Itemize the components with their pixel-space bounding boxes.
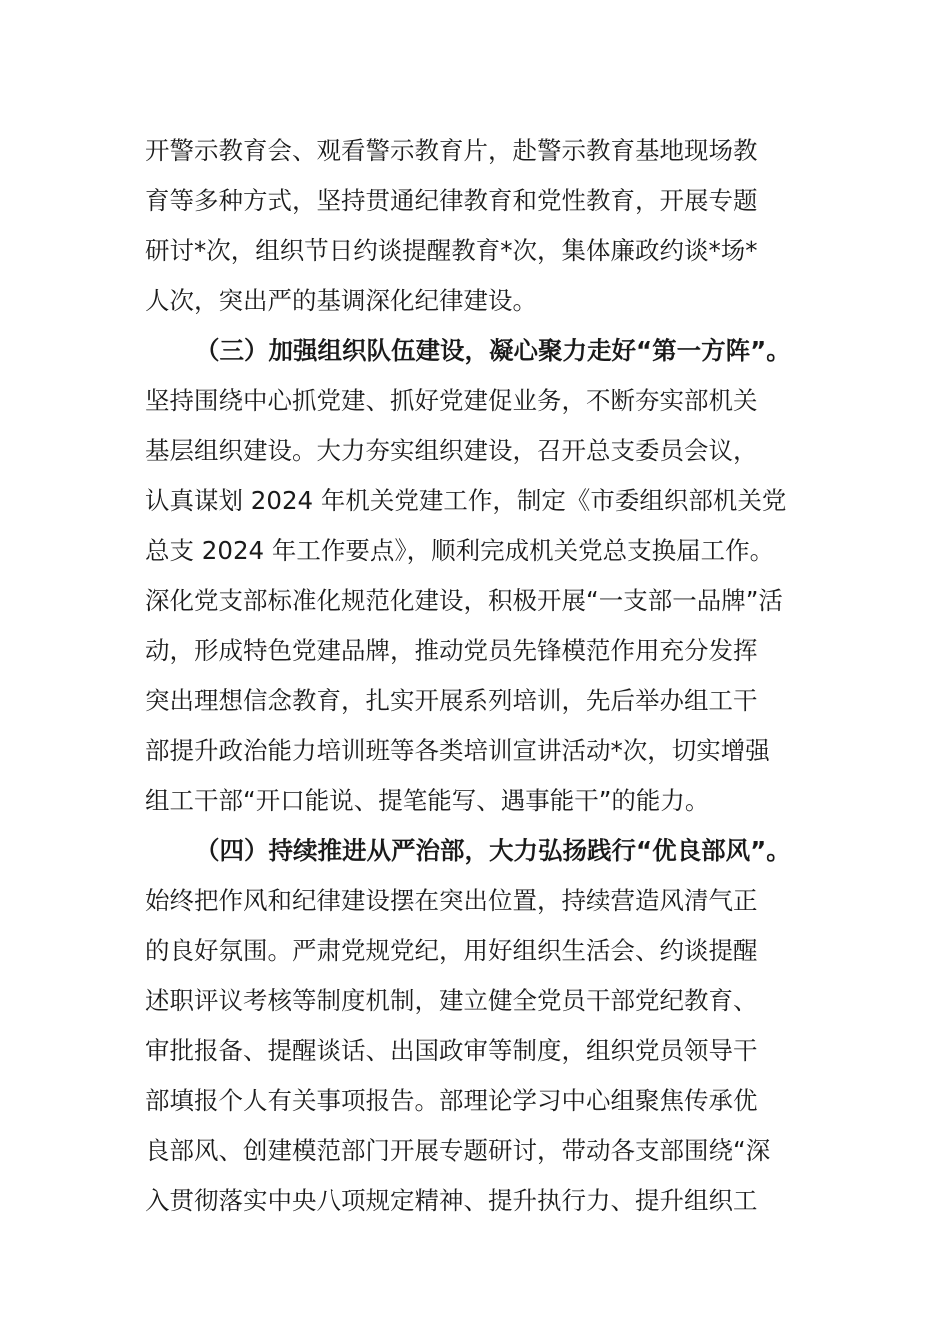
paragraph-line: 人次，突出严的基调深化纪律建设。 — [145, 286, 537, 315]
paragraph-line: 始终把作风和纪律建设摆在突出位置，持续营造风清气正 — [145, 886, 758, 915]
paragraph-line: 良部风、创建模范部门开展专题研讨，带动各支部围绕“深 — [145, 1136, 771, 1165]
paragraph-line: 基层组织建设。大力夯实组织建设，召开总支委员会议， — [145, 436, 758, 465]
paragraph-line: 部提升政治能力培训班等各类培训宣讲活动*次，切实增强 — [145, 736, 770, 765]
paragraph-line: 部填报个人有关事项报告。部理论学习中心组聚焦传承优 — [145, 1086, 758, 1115]
paragraph-line: 组工干部“开口能说、提笔能写、遇事能干”的能力。 — [145, 786, 710, 815]
section-heading: （三）加强组织队伍建设，凝心聚力走好“第一方阵”。 — [195, 336, 791, 365]
paragraph-line: 坚持围绕中心抓党建、抓好党建促业务，不断夯实部机关 — [145, 386, 758, 415]
paragraph-line: 的良好氛围。严肃党规党纪，用好组织生活会、约谈提醒 — [145, 936, 758, 965]
paragraph-line: 育等多种方式，坚持贯通纪律教育和党性教育，开展专题 — [145, 186, 758, 215]
paragraph-line: 深化党支部标准化规范化建设，积极开展“一支部一品牌”活 — [145, 586, 783, 615]
document-body — [145, 126, 815, 1226]
paragraph-line: 认真谋划 2024 年机关党建工作，制定《市委组织部机关党 — [145, 486, 787, 515]
paragraph-line: 述职评议考核等制度机制，建立健全党员干部党纪教育、 — [145, 986, 758, 1015]
section-heading: （四）持续推进从严治部，大力弘扬践行“优良部风”。 — [195, 836, 791, 865]
paragraph-line: 开警示教育会、观看警示教育片，赴警示教育基地现场教 — [145, 136, 758, 165]
paragraph-line: 入贯彻落实中央八项规定精神、提升执行力、提升组织工 — [145, 1186, 758, 1215]
paragraph-line: 动，形成特色党建品牌，推动党员先锋模范作用充分发挥 — [145, 636, 758, 665]
paragraph-line: 研讨*次，组织节日约谈提醒教育*次，集体廉政约谈*场* — [145, 236, 758, 265]
paragraph-line: 审批报备、提醒谈话、出国政审等制度，组织党员领导干 — [145, 1036, 758, 1065]
paragraph-line: 总支 2024 年工作要点》，顺利完成机关党总支换届工作。 — [145, 536, 775, 565]
paragraph-line: 突出理想信念教育，扎实开展系列培训，先后举办组工干 — [145, 686, 758, 715]
